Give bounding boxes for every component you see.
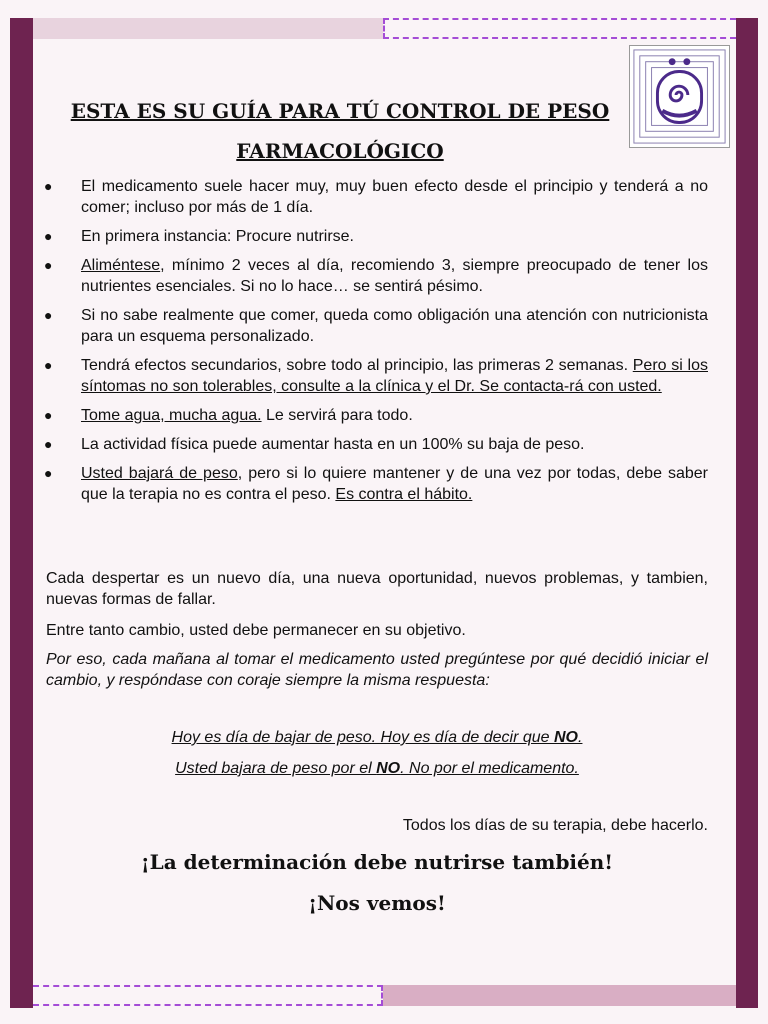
list-item: ● Usted bajará de peso, pero si lo quiere mantener y de una vez por todas, debe saber que la terapia no es contra el peso. Es contra el hábito. [44,465,708,503]
bullet-icon: ● [44,228,53,244]
left-border-bar [10,18,33,1008]
logo [629,45,730,148]
top-dashed-frame [383,18,736,39]
mantra-line-1: Hoy es día de bajar de peso. Hoy es día de decir que NO. [171,729,583,746]
list-item: ● Aliméntese, mínimo 2 veces al día, recomiendo 3, siempre preocupado de tener los nutrientes esenciales. Si no lo hace… se sentirá pésimo. [44,257,708,295]
bottom-band [383,985,736,1006]
guide-list [44,176,708,513]
list-item: ● Tendrá efectos secundarios, sobre todo al principio, las primeras 2 semanas. Pero si los síntomas no son tolerables, consulte a la clínica y el Dr. Se contacta-rá con usted. [44,357,708,395]
page-title: ESTA ES SU GUÍA PARA TÚ CONTROL DE PESO [70,99,610,123]
bullet-icon: ● [44,357,53,373]
bottom-dashed-frame [33,985,383,1006]
list-item: ● En primera instancia: Procure nutrirse. [44,228,354,245]
list-item: ● La actividad física puede aumentar hasta en un 100% su baja de peso. [44,436,585,453]
farewell-heading: ¡Nos vemos! [308,891,446,915]
top-band [33,18,383,39]
list-item: ● Si no sabe realmente que comer, queda como obligación una atención con nutricionista para un esquema personalizado. [44,307,708,345]
paragraph-question: Por eso, cada mañana al tomar el medicamento usted pregúntese por qué decidió iniciar el cambio, y respóndase con coraje siempre la misma respuesta: [46,651,708,689]
bullet-icon: ● [44,257,53,273]
bullet-icon: ● [44,465,53,481]
bullet-icon: ● [44,307,53,323]
daily-reminder: Todos los días de su terapia, debe hacerlo. [402,817,708,834]
ö-logo-icon [630,46,729,147]
bullet-icon: ● [44,407,53,423]
right-border-bar [736,18,758,1008]
list-item: ● Tome agua, mucha agua. Le servirá para todo. [44,407,413,424]
determination-heading: ¡La determinación debe nutrirse también! [140,850,614,874]
mantra-line-2: Usted bajara de peso por el NO. No por el medicamento. [175,760,579,777]
bullet-icon: ● [44,436,53,452]
paragraph-objective: Entre tanto cambio, usted debe permanecer en su objetivo. [46,622,466,639]
list-item: ● El medicamento suele hacer muy, muy buen efecto desde el principio y tenderá a no comer; incluso por más de 1 día. [44,178,708,216]
page-subtitle: FARMACOLÓGICO [236,139,444,163]
bullet-icon: ● [44,178,53,194]
paragraph-new-day: Cada despertar es un nuevo día, una nueva oportunidad, nuevos problemas, y tambien, nuevas formas de fallar. [46,570,708,608]
